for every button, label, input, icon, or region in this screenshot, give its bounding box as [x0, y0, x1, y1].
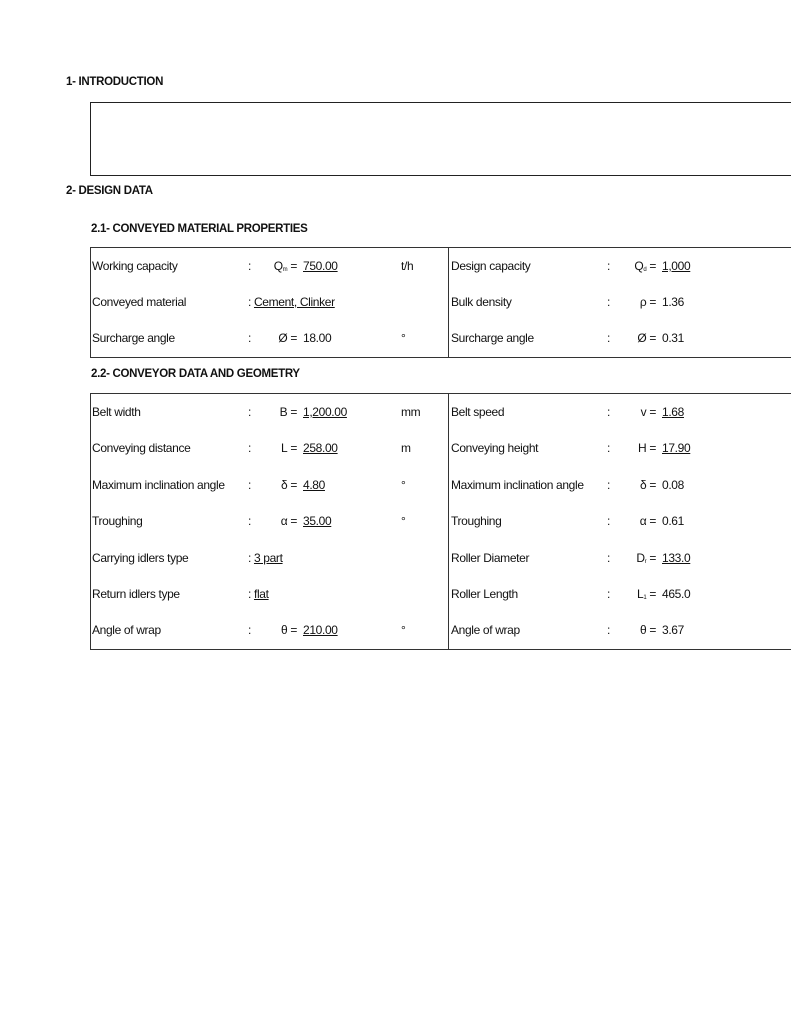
symbol-letter: Q	[634, 259, 644, 273]
conveyor-geometry-table	[90, 393, 791, 650]
symbol	[237, 402, 297, 426]
symbol	[596, 328, 656, 352]
symbol	[596, 475, 656, 499]
value-text: Cement, Clinker	[253, 295, 335, 309]
table-row	[91, 438, 791, 458]
table-row	[91, 402, 791, 422]
symbol	[596, 511, 656, 535]
row-label: Belt width	[92, 405, 141, 419]
colon: :	[607, 441, 610, 456]
symbol	[237, 256, 297, 280]
symbol	[237, 328, 297, 352]
symbol-letter: α	[280, 514, 288, 529]
table-row	[91, 548, 791, 568]
symbol-subscript: 1	[643, 595, 647, 601]
colon: :	[248, 331, 251, 345]
symbol-letter: B	[279, 405, 288, 419]
colon: :	[248, 623, 251, 638]
value: 18.00	[303, 331, 332, 345]
equals-sign: =	[649, 550, 656, 565]
value: 0.08	[662, 477, 684, 492]
value: 1,000	[662, 259, 691, 273]
symbol	[237, 475, 297, 499]
colon: :	[248, 550, 254, 565]
equals-sign: =	[649, 477, 656, 492]
table-row	[91, 584, 791, 604]
row-label: Roller Diameter	[451, 550, 530, 565]
table-row	[91, 256, 791, 276]
symbol-letter: v	[640, 405, 647, 419]
row-label: Angle of wrap	[451, 623, 520, 638]
unit: mm	[401, 405, 421, 419]
colon: :	[248, 514, 251, 529]
equals-sign: =	[649, 623, 656, 638]
value: 133.0	[662, 550, 691, 565]
value: 1.36	[662, 295, 684, 309]
equals-sign: =	[649, 295, 656, 309]
equals-sign: =	[649, 405, 656, 419]
equals-sign: =	[290, 331, 297, 345]
colon: :	[248, 587, 254, 601]
equals-sign: =	[290, 514, 297, 529]
colon: :	[607, 405, 610, 419]
heading-material-properties: 2.1- CONVEYED MATERIAL PROPERTIES	[91, 223, 308, 235]
symbol-subscript: r	[644, 558, 647, 565]
colon: :	[248, 441, 251, 456]
value: 35.00	[303, 514, 332, 529]
value: 4.80	[303, 477, 325, 492]
table-row	[91, 328, 791, 348]
heading-conveyor-geometry: 2.2- CONVEYOR DATA AND GEOMETRY	[91, 368, 300, 380]
colon: :	[607, 587, 610, 601]
value: 258.00	[303, 441, 338, 456]
row-label: Surcharge angle	[92, 331, 175, 345]
equals-sign: =	[649, 587, 656, 601]
value: 465.0	[662, 587, 691, 601]
symbol	[596, 438, 656, 462]
equals-sign: =	[649, 331, 656, 345]
symbol	[596, 584, 656, 608]
row-label: Belt speed	[451, 405, 505, 419]
row-label: Bulk density	[451, 295, 512, 309]
symbol	[596, 256, 656, 280]
row-label: Design capacity	[451, 259, 531, 273]
material-properties-table	[90, 247, 791, 358]
equals-sign: =	[649, 514, 656, 529]
colon: :	[607, 550, 610, 565]
table-row	[91, 475, 791, 495]
symbol-letter: ρ	[639, 295, 647, 309]
heading-design-data: 2- DESIGN DATA	[66, 185, 153, 197]
heading-introduction: 1- INTRODUCTION	[66, 76, 164, 88]
unit: °	[401, 477, 406, 492]
colon: :	[248, 477, 251, 492]
colon: :	[607, 295, 610, 309]
table-row	[91, 511, 791, 531]
equals-sign: =	[290, 623, 297, 638]
equals-sign: =	[290, 477, 297, 492]
value: 210.00	[303, 623, 338, 638]
value: 0.31	[662, 331, 684, 345]
symbol	[596, 620, 656, 644]
symbol	[237, 511, 297, 535]
unit: °	[401, 623, 406, 638]
unit: m	[401, 441, 411, 456]
row-label: Conveying height	[451, 441, 539, 456]
value: 17.90	[662, 441, 691, 456]
colon: :	[248, 405, 251, 419]
colon: :	[607, 623, 610, 638]
symbol-letter: Ø	[637, 331, 647, 345]
equals-sign: =	[649, 441, 656, 456]
colon: :	[607, 259, 610, 273]
equals-sign: =	[290, 259, 297, 273]
equals-sign: =	[290, 441, 297, 456]
introduction-box	[90, 102, 791, 176]
value-cell	[248, 584, 269, 604]
value-cell	[248, 292, 335, 312]
row-label: Conveying distance	[92, 441, 191, 456]
row-label: Troughing	[92, 514, 143, 529]
symbol-subscript: m	[282, 267, 288, 273]
symbol-subscript: d	[643, 267, 647, 273]
row-label: Return idlers type	[92, 587, 180, 601]
symbol	[596, 402, 656, 426]
symbol-letter: δ	[280, 477, 288, 492]
equals-sign: =	[290, 405, 297, 419]
symbol-letter: α	[639, 514, 647, 529]
value: 750.00	[303, 259, 338, 273]
unit: °	[401, 331, 406, 345]
row-label: Roller Length	[451, 587, 518, 601]
colon: :	[607, 331, 610, 345]
row-label: Conveyed material	[92, 295, 187, 309]
value: 3.67	[662, 623, 684, 638]
value: 1,200.00	[303, 405, 347, 419]
symbol	[596, 548, 656, 572]
row-label: Angle of wrap	[92, 623, 161, 638]
symbol-letter: θ	[640, 623, 647, 638]
symbol	[596, 292, 656, 316]
colon: :	[607, 477, 610, 492]
symbol-letter: H	[638, 441, 647, 456]
symbol-letter: L	[637, 587, 644, 601]
row-label: Working capacity	[92, 259, 178, 273]
row-label: Surcharge angle	[451, 331, 534, 345]
colon: :	[248, 295, 254, 309]
colon: :	[607, 514, 610, 529]
symbol-letter: D	[636, 550, 645, 565]
value: 1.68	[662, 405, 684, 419]
row-label: Maximum inclination angle	[92, 477, 225, 492]
symbol	[237, 620, 297, 644]
row-label: Maximum inclination angle	[451, 477, 584, 492]
row-label: Carrying idlers type	[92, 550, 189, 565]
value-text: 3 part	[253, 550, 283, 565]
symbol	[237, 438, 297, 462]
value-text: flat	[253, 587, 269, 601]
table-row	[91, 292, 791, 312]
symbol-letter: Q	[273, 259, 283, 273]
colon: :	[248, 259, 251, 273]
symbol-letter: θ	[281, 623, 288, 638]
row-label: Troughing	[451, 514, 502, 529]
symbol-letter: L	[281, 441, 288, 456]
value-cell	[248, 548, 283, 568]
unit: °	[401, 514, 406, 529]
equals-sign: =	[649, 259, 656, 273]
symbol-letter: δ	[639, 477, 647, 492]
unit: t/h	[401, 259, 414, 273]
symbol-letter: Ø	[278, 331, 288, 345]
table-row	[91, 620, 791, 640]
value: 0.61	[662, 514, 684, 529]
